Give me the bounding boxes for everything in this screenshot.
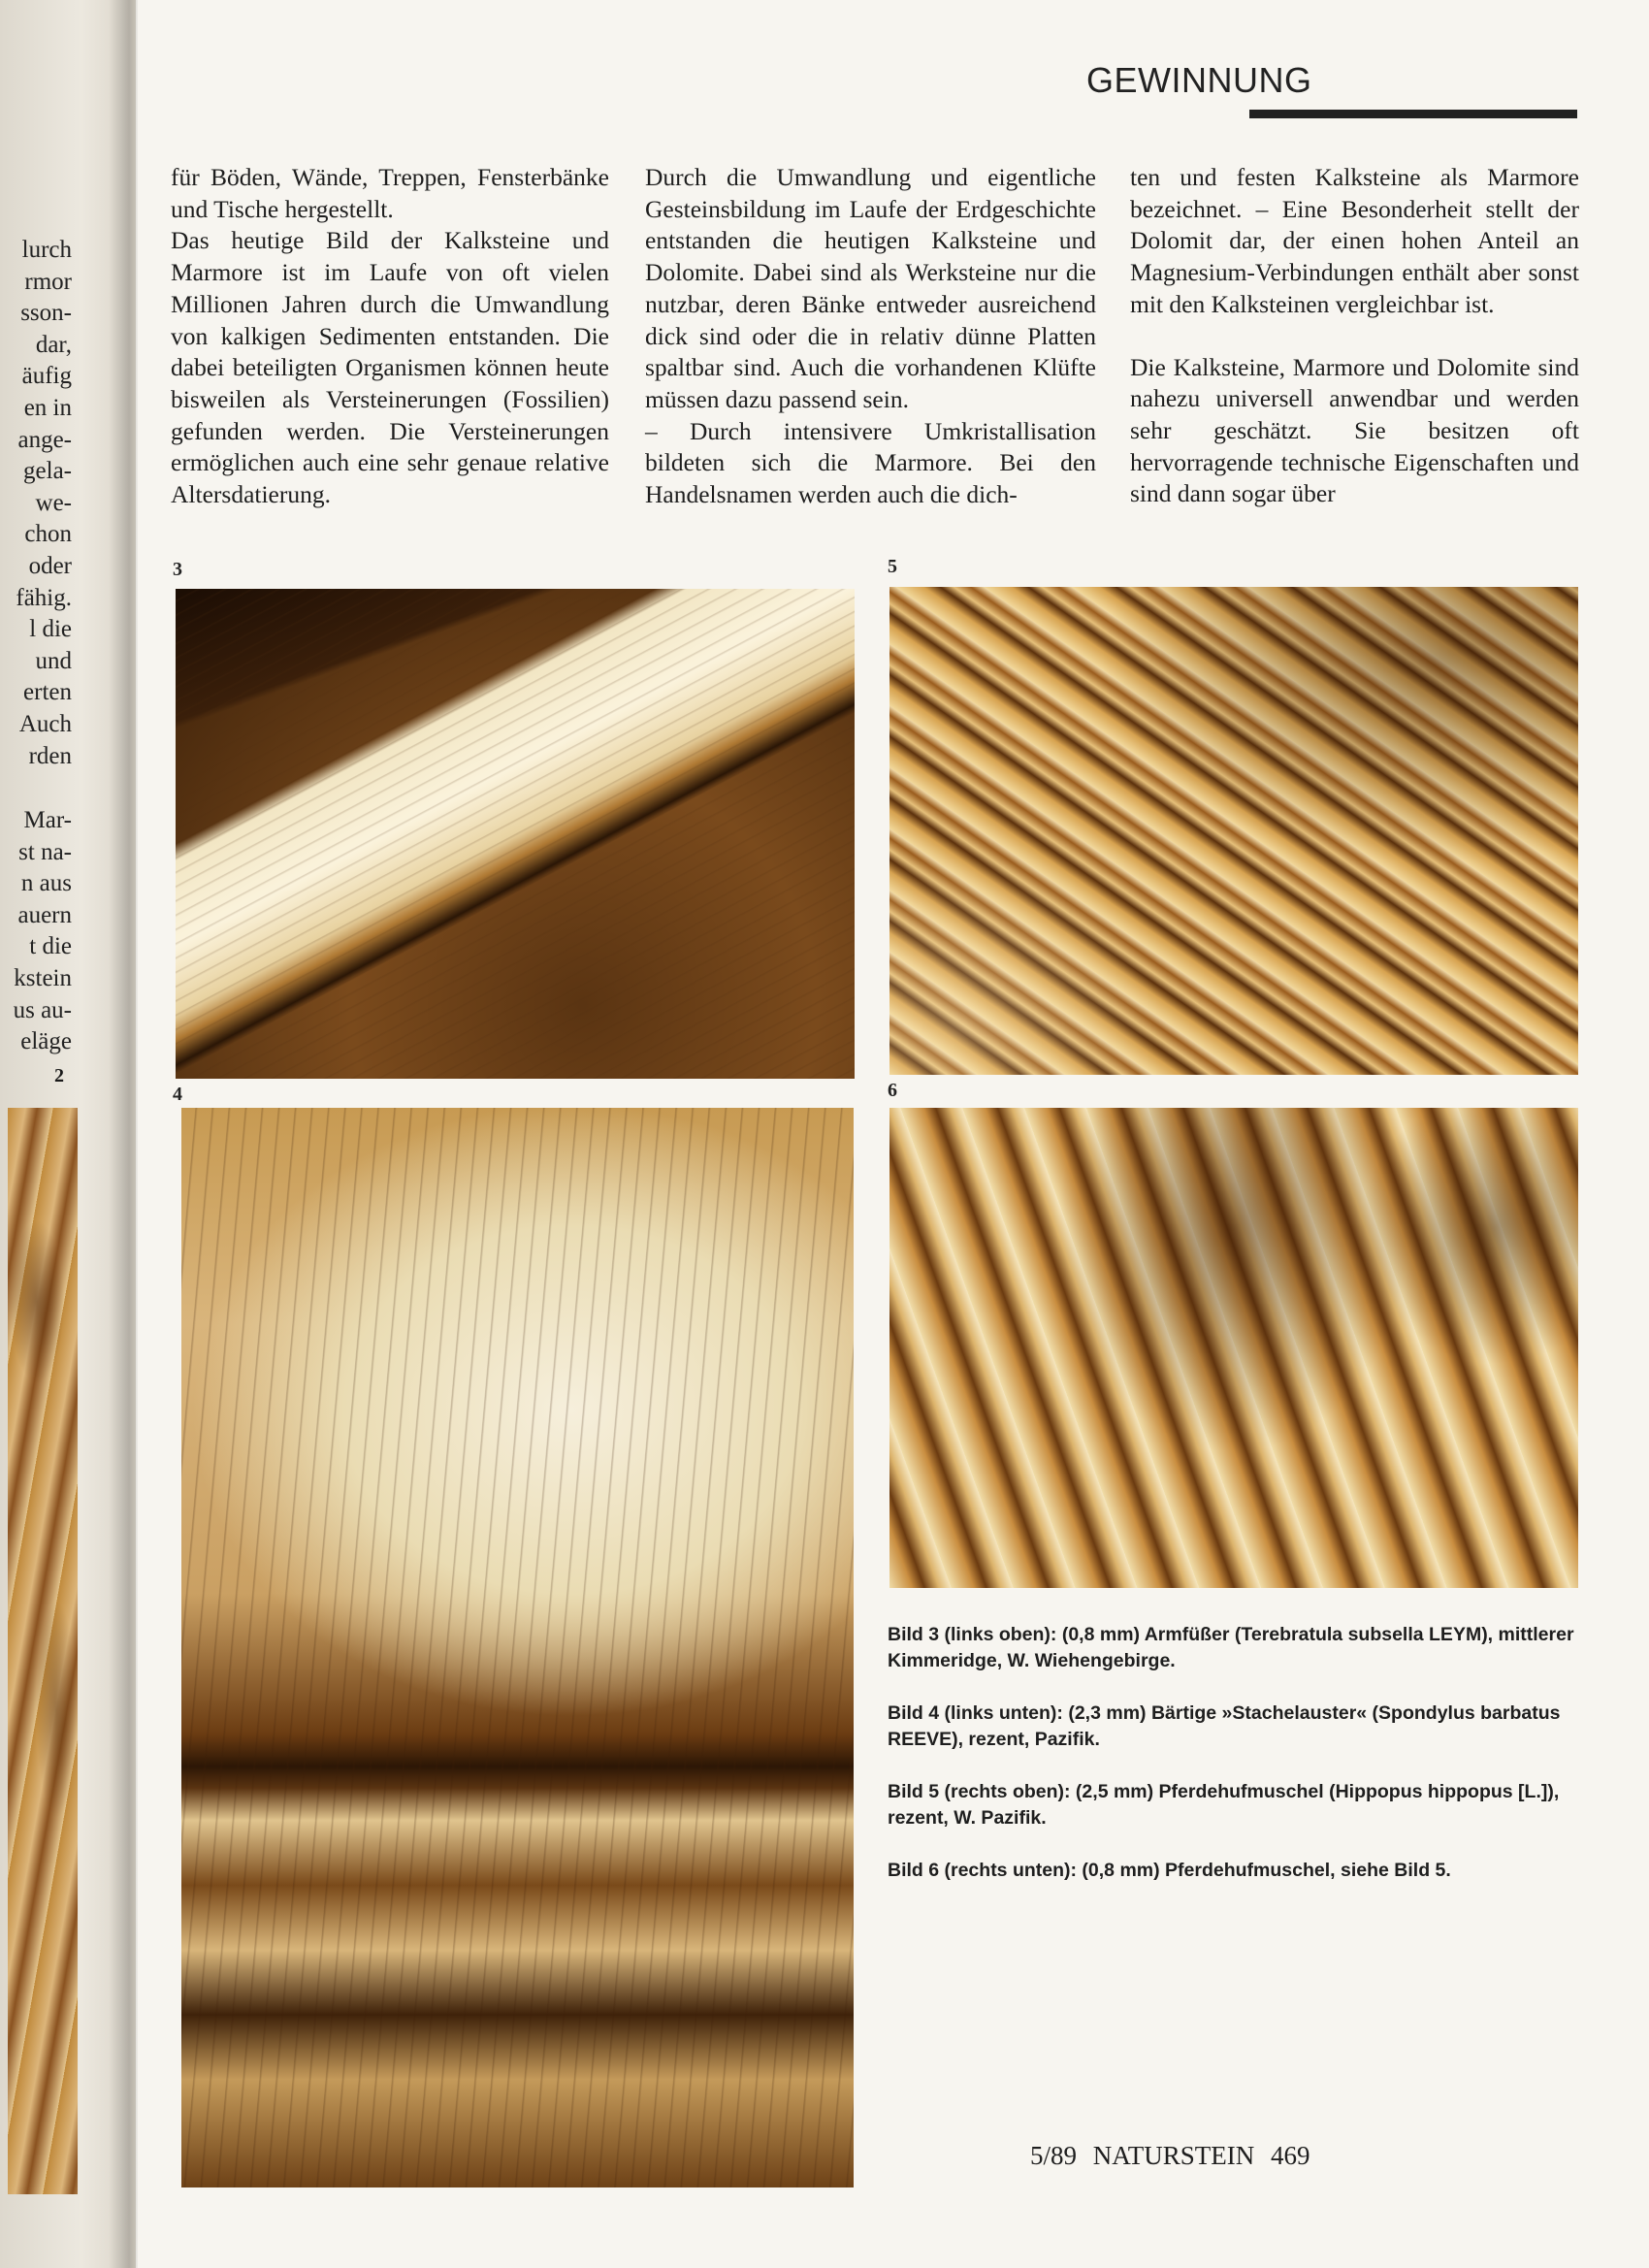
text-column-3 — [1130, 162, 1579, 510]
paragraph: für Böden, Wände, Treppen, Fensterbänke und Tische hergestellt. — [171, 163, 609, 223]
micrograph-photo-5 — [889, 587, 1578, 1075]
previous-page-figure-number: 2 — [54, 1065, 64, 1086]
paragraph: Die Kalksteine, Marmore und Dolomite sind nahezu universell anwendbar und werden sehr geschätzt. Sie besitzen oft hervorragende technische Eigenschaften und sind dann sogar über — [1130, 352, 1579, 508]
previous-page-photo — [8, 1108, 78, 2194]
micrograph-photo-4 — [181, 1108, 854, 2187]
caption: Bild 3 (links oben): (0,8 mm) Armfüßer (Terebratula subsella LEYM), mittlerer Kimmeridge, W. Wiehengebirge. — [888, 1624, 1574, 1671]
paragraph: – Durch intensivere Umkristallisation bildeten sich die Marmore. Bei den Handelsnamen werden auch die dich- — [645, 416, 1096, 509]
figure-number-4: 4 — [173, 1084, 182, 1105]
text-column-2 — [645, 162, 1096, 511]
previous-page-text-fragment: Mar- st na- n aus auern t die kstein us au- eläge — [13, 807, 72, 1055]
page-number: 469 — [1271, 2141, 1310, 2170]
figure-number-6: 6 — [888, 1080, 897, 1101]
text-column-1 — [171, 162, 609, 511]
page-fold-shadow — [109, 0, 138, 2268]
figure-number-5: 5 — [888, 556, 897, 577]
micrograph-photo-3 — [176, 589, 855, 1079]
figure-captions — [888, 1622, 1578, 1910]
paragraph: Das heutige Bild der Kalksteine und Marmore ist im Laufe von oft vielen Millionen Jahren durch die Umwandlung von kalkigen Sedimenten entstanden. Die dabei beteiligten Organismen können heute bisweilen als Versteinerungen (Fossilien) gefunden werden. Die Versteinerungen ermöglichen auch eine sehr genaue relative Altersdatierung. — [171, 226, 609, 509]
caption: Bild 6 (rechts unten): (0,8 mm) Pferdehufmuschel, siehe Bild 5. — [888, 1860, 1451, 1881]
paragraph: ten und festen Kalksteine als Marmore bezeichnet. – Eine Besonderheit stellt der Dolomit dar, der einen hohen Anteil an Magnesium-Verbindungen enthält aber sonst mit den Kalksteinen vergleichbar ist. — [1130, 163, 1579, 318]
figure-number-3: 3 — [173, 559, 182, 580]
issue-number: 5/89 — [1030, 2141, 1078, 2170]
paragraph: Durch die Umwandlung und eigentliche Gesteinsbildung im Laufe der Erdgeschichte entstanden die heutigen Kalksteine und Dolomite. Dabei sind als Werksteine nur die nutzbar, deren Bänke entweder ausreichend dick sind oder die in relativ dünne Platten spaltbar sind. Auch die vorhandenen Klüfte müssen dazu passend sein. — [645, 163, 1096, 413]
previous-page-text-fragment: lurch rmor sson- dar, äufig en in ange- gela- we- chon oder fähig. l die und erten Auch rden — [16, 237, 72, 769]
page-footer — [1030, 2141, 1310, 2171]
title-rule — [1249, 110, 1577, 118]
micrograph-photo-6 — [889, 1108, 1578, 1588]
caption: Bild 5 (rechts oben): (2,5 mm) Pferdehufmuschel (Hippopus hippopus [L.]), rezent, W. Pazifik. — [888, 1781, 1560, 1829]
section-title: GEWINNUNG — [1086, 60, 1312, 100]
caption: Bild 4 (links unten): (2,3 mm) Bärtige »Stachelauster« (Spondylus barbatus REEVE), rezent, Pazifik. — [888, 1702, 1561, 1750]
magazine-name: NATURSTEIN — [1092, 2141, 1255, 2170]
